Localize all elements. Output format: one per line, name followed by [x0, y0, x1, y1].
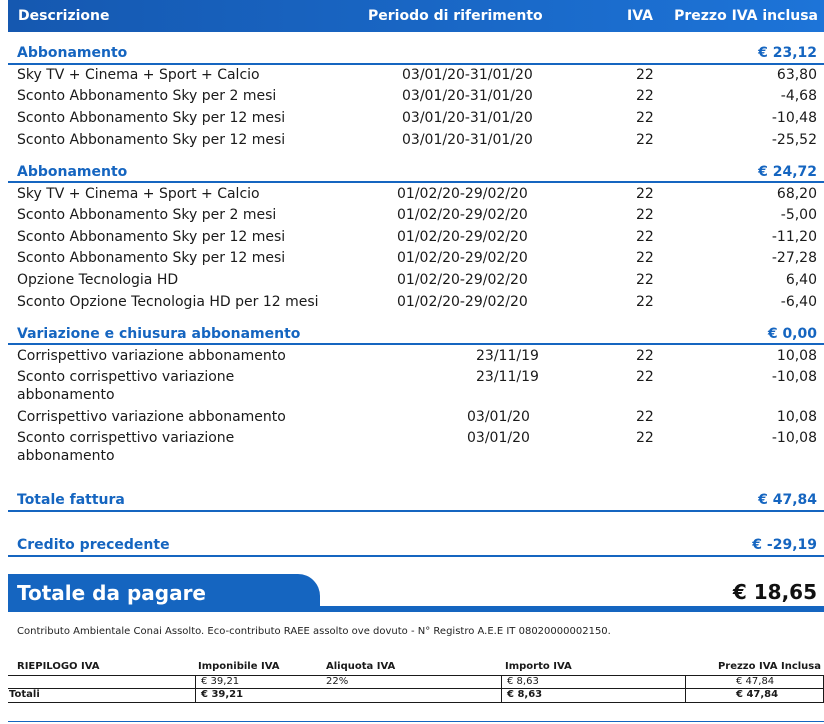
table-header — [8, 0, 824, 32]
section-total: € 24,72 — [758, 164, 817, 180]
line-item-desc: Sconto Abbonamento Sky per 12 mesi — [17, 229, 286, 245]
line-item-price: -25,52 — [771, 132, 817, 148]
section-divider — [8, 555, 824, 557]
riepilogo-rule — [8, 675, 824, 676]
line-item-iva: 22 — [636, 132, 654, 148]
riepilogo-rule — [8, 702, 824, 703]
line-item-period: 03/01/20-31/01/20 — [402, 132, 533, 148]
riepilogo-imponibile: € 39,21 — [201, 676, 240, 687]
section-title: Variazione e chiusura abbonamento — [17, 326, 301, 342]
line-item-price: -5,00 — [780, 207, 817, 223]
environmental-note: Contributo Ambientale Conai Assolto. Eco-contributo RAEE assolto ove dovuto - N° Registro A.E.E IT 08020000002150. — [17, 626, 611, 637]
line-item-desc: Sconto Abbonamento Sky per 12 mesi — [17, 132, 286, 148]
line-item-period: 01/02/20-29/02/20 — [397, 294, 528, 310]
line-item-iva: 22 — [636, 369, 654, 385]
riepilogo-header-imponibile: Imponibile IVA — [198, 661, 280, 672]
line-item-iva: 22 — [636, 229, 654, 245]
line-item-period: 03/01/20-31/01/20 — [402, 110, 533, 126]
line-item-price: -10,08 — [771, 369, 817, 385]
line-item-iva: 22 — [636, 110, 654, 126]
section-total: € 0,00 — [767, 326, 817, 342]
riepilogo-rule — [8, 688, 824, 689]
riepilogo-col-divider — [195, 675, 196, 702]
line-item-period: 23/11/19 — [476, 348, 539, 364]
riepilogo-header-prezzo: Prezzo IVA Inclusa — [717, 661, 821, 672]
section-title: Abbonamento — [17, 164, 128, 180]
section-divider — [8, 343, 824, 345]
riepilogo-header-aliquota: Aliquota IVA — [326, 661, 396, 672]
line-item-price: -10,08 — [771, 430, 817, 446]
section-title: Abbonamento — [17, 45, 128, 61]
totale-da-pagare-value: € 18,65 — [732, 580, 817, 604]
header-periodo: Periodo di riferimento — [368, 8, 543, 24]
line-item-iva: 22 — [636, 409, 654, 425]
line-item-desc: Sconto Abbonamento Sky per 2 mesi — [17, 88, 277, 104]
line-item-price: -11,20 — [771, 229, 817, 245]
line-item-price: 6,40 — [785, 272, 817, 288]
line-item-iva: 22 — [636, 348, 654, 364]
riepilogo-aliquota: 22% — [326, 676, 349, 687]
line-item-period: 23/11/19 — [476, 369, 539, 385]
riepilogo-prezzo: € 47,84 — [736, 676, 775, 687]
riepilogo-col-divider — [501, 675, 502, 702]
line-item-price: -4,68 — [780, 88, 817, 104]
line-item-iva: 22 — [636, 272, 654, 288]
riepilogo-totali-importo: € 8,63 — [507, 689, 543, 700]
line-item-desc-cont: abbonamento — [17, 448, 115, 464]
line-item-period: 03/01/20-31/01/20 — [402, 88, 533, 104]
line-item-period: 03/01/20 — [467, 430, 530, 446]
totale-fattura-value: € 47,84 — [758, 492, 817, 508]
line-item-price: -27,28 — [771, 250, 817, 266]
section-divider — [8, 510, 824, 512]
line-item-period: 01/02/20-29/02/20 — [397, 272, 528, 288]
line-item-period: 01/02/20-29/02/20 — [397, 207, 528, 223]
line-item-price: 63,80 — [776, 67, 817, 83]
totale-da-pagare-label: Totale da pagare — [17, 581, 206, 605]
line-item-desc: Sconto Abbonamento Sky per 2 mesi — [17, 207, 277, 223]
totale-fattura-label: Totale fattura — [17, 492, 125, 508]
line-item-iva: 22 — [636, 294, 654, 310]
line-item-period: 03/01/20-31/01/20 — [402, 67, 533, 83]
grand-total-underline — [8, 606, 824, 612]
line-item-iva: 22 — [636, 88, 654, 104]
line-item-price: 68,20 — [776, 186, 817, 202]
line-item-desc: Corrispettivo variazione abbonamento — [17, 348, 286, 364]
riepilogo-totali-label: Totali — [9, 689, 40, 700]
riepilogo-totali-imponibile: € 39,21 — [201, 689, 244, 700]
line-item-desc-cont: abbonamento — [17, 387, 115, 403]
line-item-iva: 22 — [636, 430, 654, 446]
riepilogo-totali-prezzo: € 47,84 — [736, 689, 779, 700]
section-total: € 23,12 — [758, 45, 817, 61]
header-prezzo: Prezzo IVA inclusa — [674, 8, 818, 24]
line-item-desc: Sconto Abbonamento Sky per 12 mesi — [17, 110, 286, 126]
credito-precedente-label: Credito precedente — [17, 537, 170, 553]
line-item-desc: Sconto corrispettivo variazione — [17, 430, 235, 446]
line-item-desc: Sconto corrispettivo variazione — [17, 369, 235, 385]
header-descrizione: Descrizione — [18, 8, 110, 24]
line-item-iva: 22 — [636, 207, 654, 223]
line-item-iva: 22 — [636, 67, 654, 83]
credito-precedente-value: € -29,19 — [752, 537, 817, 553]
line-item-price: 10,08 — [776, 348, 817, 364]
line-item-period: 03/01/20 — [467, 409, 530, 425]
riepilogo-col-divider — [685, 675, 686, 702]
line-item-iva: 22 — [636, 186, 654, 202]
riepilogo-header-title: RIEPILOGO IVA — [17, 661, 100, 672]
line-item-price: -6,40 — [780, 294, 817, 310]
section-divider — [8, 181, 824, 183]
line-item-period: 01/02/20-29/02/20 — [397, 250, 528, 266]
line-item-iva: 22 — [636, 250, 654, 266]
line-item-desc: Opzione Tecnologia HD — [17, 272, 179, 288]
page-bottom-rule — [8, 721, 824, 722]
line-item-price: -10,48 — [771, 110, 817, 126]
line-item-desc: Sky TV + Cinema + Sport + Calcio — [17, 67, 260, 83]
line-item-desc: Corrispettivo variazione abbonamento — [17, 409, 286, 425]
line-item-price: 10,08 — [776, 409, 817, 425]
line-item-desc: Sconto Opzione Tecnologia HD per 12 mesi — [17, 294, 319, 310]
header-iva: IVA — [627, 8, 653, 24]
line-item-period: 01/02/20-29/02/20 — [397, 229, 528, 245]
riepilogo-importo: € 8,63 — [507, 676, 539, 687]
line-item-desc: Sky TV + Cinema + Sport + Calcio — [17, 186, 260, 202]
line-item-desc: Sconto Abbonamento Sky per 12 mesi — [17, 250, 286, 266]
section-divider — [8, 63, 824, 65]
riepilogo-header-importo: Importo IVA — [505, 661, 572, 672]
line-item-period: 01/02/20-29/02/20 — [397, 186, 528, 202]
